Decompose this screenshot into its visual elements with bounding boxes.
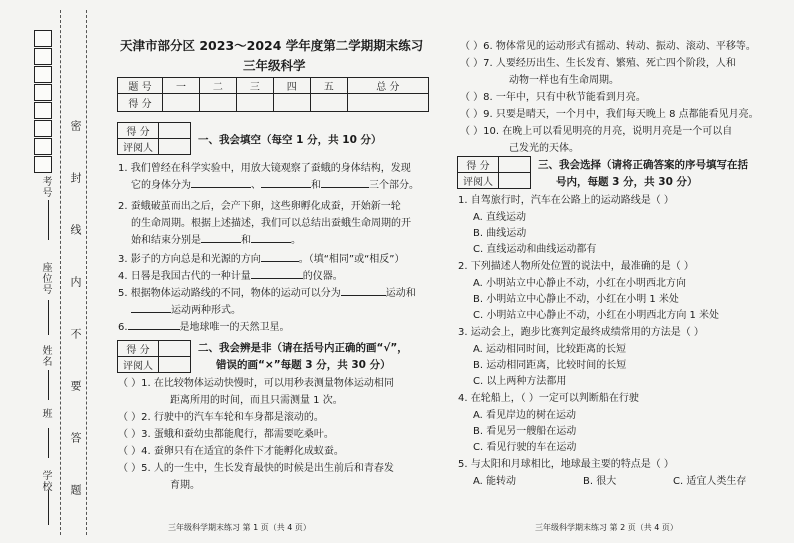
s3-q1-option: A. 直线运动 <box>473 212 527 223</box>
s1-q3: 3. 影子的方向总是和光源的方向 。（填“相同”或“相反”） <box>118 251 404 268</box>
seal-line-1 <box>60 10 61 535</box>
footer-right: 三年级科学期末练习 第 2 页（共 4 页） <box>535 523 678 532</box>
s3-q4-option: A. 看见岸边的树在运动 <box>473 410 577 421</box>
score-cell[interactable] <box>163 94 200 112</box>
s3-q4-option: C. 看见行驶的车在运动 <box>473 442 577 453</box>
seat-no-label: 座位号 <box>40 262 51 295</box>
s3-q1-option: C. 直线运动和曲线运动都有 <box>473 244 597 255</box>
s1-q1-line1: 1. 我们曾经在科学实验中，用放大镜观察了蚕蛾的身体结构，发现 <box>118 163 411 174</box>
exam-number-box[interactable] <box>34 120 52 137</box>
s3-q1: 1. 自驾旅行时，汽车在公路上的运动路线是（ ） <box>458 195 674 206</box>
s3-q1-option: B. 曲线运动 <box>473 228 527 239</box>
score-table-header: 四 <box>273 78 310 94</box>
s3-q3-option: B. 运动相同距离，比较时间的长短 <box>473 360 627 371</box>
s3-q4: 4. 在轮船上，（ ）一定可以判断船在行驶 <box>458 393 639 404</box>
grader-reviewer-label: 评阅人 <box>458 173 499 189</box>
grader-reviewer-cell[interactable] <box>499 173 531 189</box>
s3-q3: 3. 运动会上，跑步比赛判定最终成绩常用的方法是（ ） <box>458 327 704 338</box>
section3-title-line1: 三、我会选择（请将正确答案的序号填写在括 <box>538 159 748 171</box>
section2-title-line2: 错误的画“×”每题 3 分，共 30 分） <box>216 359 391 371</box>
score-table <box>117 77 429 112</box>
grader-score-label: 得 分 <box>458 157 499 173</box>
s2c-item: （ ）9. 只要是晴天，一个月中，我们每天晚上 8 点都能看见月亮。 <box>460 109 759 120</box>
s1-q2-line1: 2. 蚕蛾破茧而出之后，会产下卵，这些卵孵化成蚕，开始新一轮 <box>118 201 401 212</box>
s1-q5-line1: 5. 根据物体运动路线的不同，物体的运动可以分为 运动和 <box>118 285 416 302</box>
grader-box-1 <box>117 122 191 155</box>
seal-line-2 <box>86 10 87 535</box>
s1-q4: 4. 日晷是我国古代的一种计量 的仪器。 <box>118 268 343 285</box>
exam-number-box[interactable] <box>34 48 52 65</box>
s2c-item: 己发光的天体。 <box>509 143 579 154</box>
answer-blank[interactable] <box>261 251 299 262</box>
answer-blank[interactable] <box>128 319 180 330</box>
s2c-item: （ ）10. 在晚上可以看见明亮的月亮，说明月亮是一个可以自 <box>460 126 733 137</box>
s1-q6: 6. 是地球唯一的天然卫星。 <box>118 319 290 336</box>
answer-blank[interactable] <box>261 177 311 188</box>
s2c-item: （ ）6. 物体常见的运动形式有摇动、转动、振动、滚动、平移等。 <box>460 41 756 52</box>
grader-reviewer-cell[interactable] <box>159 357 191 373</box>
s3-q2-option: B. 小明站立中心静止不动，小红在小明 1 米处 <box>473 294 679 305</box>
school-line <box>48 490 49 525</box>
exam-no-line <box>48 200 49 240</box>
s3-q2-option: C. 小明站立中心静止不动，小红在小明西北方向 1 米处 <box>473 310 720 321</box>
score-table-header: 一 <box>163 78 200 94</box>
score-table-header: 五 <box>310 78 347 94</box>
grader-reviewer-label: 评阅人 <box>118 357 159 373</box>
s2-item: （ ）5. 人的一生中，生长发育最快的时候是出生前后和青春发 <box>118 463 394 474</box>
s2c-item: （ ）7. 人要经历出生、生长发育、繁殖、死亡四个阶段，人和 <box>460 58 736 69</box>
s2-item: （ ）2. 行驶中的汽车车轮和车身都是滚动的。 <box>118 412 324 423</box>
section1-title: 一、我会填空（每空 1 分，共 10 分） <box>198 134 382 146</box>
score-table-header: 三 <box>236 78 273 94</box>
exam-no-label: 考号 <box>40 176 51 198</box>
score-cell[interactable] <box>310 94 347 112</box>
s3-q5-option: B. 很大 <box>583 476 617 487</box>
answer-blank[interactable] <box>321 177 369 188</box>
s1-q5-line2: 运动两种形式。 <box>131 302 241 319</box>
class-line <box>48 428 49 458</box>
s3-q3-option: A. 运动相同时间，比较距离的长短 <box>473 344 627 355</box>
exam-number-box[interactable] <box>34 30 52 47</box>
answer-blank[interactable] <box>341 285 386 296</box>
s2-item: （ ）4. 蚕卵只有在适宜的条件下才能孵化成蚁蚕。 <box>118 446 344 457</box>
grader-score-label: 得 分 <box>118 123 159 139</box>
s2-item: （ ）1. 在比较物体运动快慢时，可以用秒表测量物体运动相同 <box>118 378 394 389</box>
s2-item: （ ）3. 蛋蛾和蚕幼虫都能爬行，都需要吃桑叶。 <box>118 429 334 440</box>
seal-line-text: 密 封 线 内 不 要 答 题 <box>69 120 82 509</box>
answer-blank[interactable] <box>131 302 171 313</box>
exam-number-boxes <box>34 30 52 174</box>
grader-box-2 <box>117 340 191 373</box>
score-table-header: 题 号 <box>118 78 163 94</box>
score-cell[interactable] <box>199 94 236 112</box>
grader-box-3 <box>457 156 531 189</box>
exam-number-box[interactable] <box>34 66 52 83</box>
exam-title: 天津市部分区 2023～2024 学年度第二学期期末练习 <box>120 38 424 53</box>
s3-q2-option: A. 小明站立中心静止不动，小红在小明西北方向 <box>473 278 687 289</box>
section3-title-line2: 号内，每题 3 分，共 30 分） <box>556 176 698 188</box>
class-label: 班 <box>40 408 51 419</box>
s2-item: 距离所用的时间，而且只需测量 1 次。 <box>170 395 343 406</box>
exam-number-box[interactable] <box>34 138 52 155</box>
seat-no-line <box>48 300 49 335</box>
score-table-header: 二 <box>199 78 236 94</box>
grader-score-cell[interactable] <box>159 123 191 139</box>
score-cell[interactable] <box>347 94 428 112</box>
exam-number-box[interactable] <box>34 102 52 119</box>
answer-blank[interactable] <box>251 268 303 279</box>
grader-reviewer-cell[interactable] <box>159 139 191 155</box>
s2-item: 育期。 <box>170 480 200 491</box>
s1-q1-line2: 它的身体分为 、 和 三个部分。 <box>131 177 419 194</box>
s3-q3-option: C. 以上两种方法都用 <box>473 376 567 387</box>
s3-q5-option: A. 能转动 <box>473 476 517 487</box>
grader-score-cell[interactable] <box>159 341 191 357</box>
grader-score-label: 得 分 <box>118 341 159 357</box>
s2c-item: 动物一样也有生命周期。 <box>509 75 619 86</box>
footer-left: 三年级科学期末练习 第 1 页（共 4 页） <box>168 523 311 532</box>
grader-score-cell[interactable] <box>499 157 531 173</box>
s3-q5: 5. 与太阳和月球相比，地球最主要的特点是（ ） <box>458 459 674 470</box>
answer-blank[interactable] <box>191 177 251 188</box>
school-label: 学校 <box>40 470 51 492</box>
s1-q2-line2: 的生命周期。根据上述描述，我们可以总结出蚕蛾生命周期的开 <box>131 218 411 229</box>
score-row-label: 得 分 <box>118 94 163 112</box>
section2-title-line1: 二、我会辨是非（请在括号内正确的画“√”， <box>198 342 408 354</box>
score-cell[interactable] <box>236 94 273 112</box>
s3-q5-option: C. 适宜人类生存 <box>673 476 747 487</box>
exam-number-box[interactable] <box>34 156 52 173</box>
answer-blank[interactable] <box>251 232 291 243</box>
exam-number-box[interactable] <box>34 84 52 101</box>
name-label: 姓名 <box>40 345 51 367</box>
score-cell[interactable] <box>273 94 310 112</box>
exam-subtitle: 三年级科学 <box>243 58 306 73</box>
s3-q4-option: B. 看见另一艘船在运动 <box>473 426 577 437</box>
grader-reviewer-label: 评阅人 <box>118 139 159 155</box>
s1-q2-line3: 始和结束分别是 和 。 <box>131 232 301 249</box>
name-line <box>48 370 49 400</box>
s3-q2: 2. 下列描述人物所处位置的说法中，最准确的是（ ） <box>458 261 694 272</box>
s2c-item: （ ）8. 一年中，只有中秋节能看到月亮。 <box>460 92 646 103</box>
answer-blank[interactable] <box>201 232 241 243</box>
score-table-header: 总 分 <box>347 78 428 94</box>
